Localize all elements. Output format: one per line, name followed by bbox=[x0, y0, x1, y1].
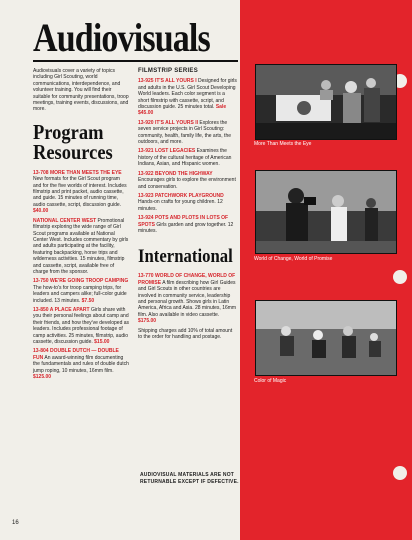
filmstrip-entry bbox=[138, 78, 237, 116]
filmstrip-entry bbox=[138, 193, 237, 212]
entry-body: A film describing how Girl Guides and Girl Scouts in other countries are involved in community service, leadership and personal growth. Shows girls in Latin America, Africa and Asia. 28 minutes, 16mm film. Also available in video cassette. bbox=[138, 279, 237, 318]
filmstrip-entry bbox=[138, 171, 237, 190]
entry-title: 13-804 DOUBLE DUTCH — DOUBLE FUN bbox=[33, 348, 119, 361]
entry-price: $175.00 bbox=[138, 318, 157, 325]
binder-hole bbox=[393, 466, 407, 480]
international-heading: International bbox=[138, 246, 233, 268]
entry-price: $125.00 bbox=[33, 374, 52, 381]
entry-title: 13-924 POTS AND PLOTS IN LOTS OF SPOTS bbox=[138, 215, 229, 228]
entry-body: An award-winning film documenting the fundamentals and rules of double dutch jump roping, 10 minutes, 16mm film. bbox=[33, 354, 129, 374]
program-heading-line1: Program bbox=[33, 119, 104, 144]
photo-girls-with-sign bbox=[255, 64, 397, 140]
entry-title: NATIONAL CENTER WEST bbox=[33, 217, 97, 224]
entry-title: 13-770 WORLD OF CHANGE, WORLD OF PROMISE bbox=[138, 273, 236, 286]
entry-body: Designed for girls and adults in the U.S. Girl Scout Developing World leaders. Each color segment is a short filmstrip with cassette, script, and discussion guide. 25 minutes total. bbox=[138, 78, 237, 111]
entry-price: $7.50 bbox=[81, 297, 95, 304]
entry-title: 13-708 MORE THAN MEETS THE EYE bbox=[33, 169, 122, 176]
entry-title: 13-923 PATCHWORK PLAYGROUND bbox=[138, 192, 224, 199]
entry-body: The how-to's for troop camping trips, for leaders and campers alike; full-color guide included. 13 minutes. bbox=[33, 284, 127, 304]
filmstrip-entry bbox=[138, 120, 237, 146]
photo-caption: More Than Meets the Eye bbox=[254, 141, 312, 147]
entry-title: 13-850 A PLACE APART bbox=[33, 306, 90, 313]
entry-title: 13-921 LOST LEGACIES bbox=[138, 148, 196, 155]
filmstrip-series-heading: FILMSTRIP SERIES bbox=[138, 68, 199, 74]
photo-camera-girls bbox=[255, 170, 397, 254]
entry-title: 13-925 IT'S ALL YOURS I bbox=[138, 78, 197, 85]
photo-outdoor-group bbox=[255, 300, 397, 376]
entry-body: Hands-on crafts for young children. 12 minutes. bbox=[138, 199, 223, 212]
entry-title: 13-920 IT'S ALL YOURS II bbox=[138, 119, 199, 126]
photo-caption: World of Change, World of Promise bbox=[254, 256, 333, 262]
entry-title: 13-750 WE'RE GOING TROOP CAMPING bbox=[33, 278, 129, 285]
international-note bbox=[138, 328, 237, 341]
program-entry bbox=[33, 348, 129, 380]
program-entry bbox=[33, 307, 129, 345]
page-title: Audiovisuals bbox=[33, 15, 210, 60]
entry-body: Shipping charges add 10% of total amount to the order for handling and postage. bbox=[138, 327, 233, 340]
international-entry bbox=[138, 273, 237, 324]
middle-column bbox=[138, 68, 237, 343]
program-entry bbox=[33, 170, 129, 215]
page-number: 16 bbox=[12, 520, 19, 526]
entry-price: $15.00 bbox=[94, 339, 110, 345]
entry-body: Encourages girls to explore the environment and conservation. bbox=[138, 177, 236, 190]
filmstrip-entry bbox=[138, 215, 237, 234]
entry-price: $40.00 bbox=[33, 208, 49, 215]
binder-hole bbox=[393, 270, 407, 284]
entry-price: Sale $45.00 bbox=[138, 104, 227, 117]
entry-body: New formats for the Girl Scout program and for the five worlds of interest. Includes filmstrip and print packet, audio cassette, and guide. 15 minutes of running time, audio cassette, script, discussion guide. bbox=[33, 176, 127, 208]
entry-body: Girls garden and grow together. 12 minutes. bbox=[138, 221, 234, 234]
title-rule bbox=[33, 60, 238, 62]
entry-title: 13-922 BEYOND THE HIGHWAY bbox=[138, 170, 213, 177]
program-heading-line2: Resources bbox=[33, 139, 113, 164]
program-entry bbox=[33, 218, 129, 276]
returns-notice: AUDIOVISUAL MATERIALS ARE NOT RETURNABLE EXCEPT IF DEFECTIVE. bbox=[140, 472, 239, 485]
left-column bbox=[33, 68, 129, 383]
entry-body: Explores the seven service projects in Girl Scouting: community, health, family life, the arts, the outdoors, and more. bbox=[138, 119, 232, 146]
photo-caption: Color of Magic bbox=[254, 378, 287, 384]
intro-text: Audiovisuals cover a variety of topics including Girl Scouting, world communications, interdependence, and volunteer training. You will find their suitable for community presentations, troop meetings, training events, discussions, and more. bbox=[33, 68, 129, 113]
program-entry bbox=[33, 278, 129, 304]
filmstrip-entry bbox=[138, 148, 237, 167]
entry-body: Examines the history of the cultural heritage of American Indians, Asian, and Hispanic women. bbox=[138, 148, 232, 168]
entry-body: Girls share with you their personal feelings about camp and their friends, and how they've developed as leaders. Includes professional footage of camp activities. 25 minutes, filmstrip, audio cassette, discussion guide. bbox=[33, 306, 130, 345]
entry-body: Promotional filmstrip exploring the wide range of Girl Scout programs available at National Center West. Includes commentary by girls and adults participating at the facility, featuring backpacking, horse trips and wilderness activities. 15 minutes, filmstrip and cassette, script, available free of charge from the sponsor. bbox=[33, 217, 129, 275]
